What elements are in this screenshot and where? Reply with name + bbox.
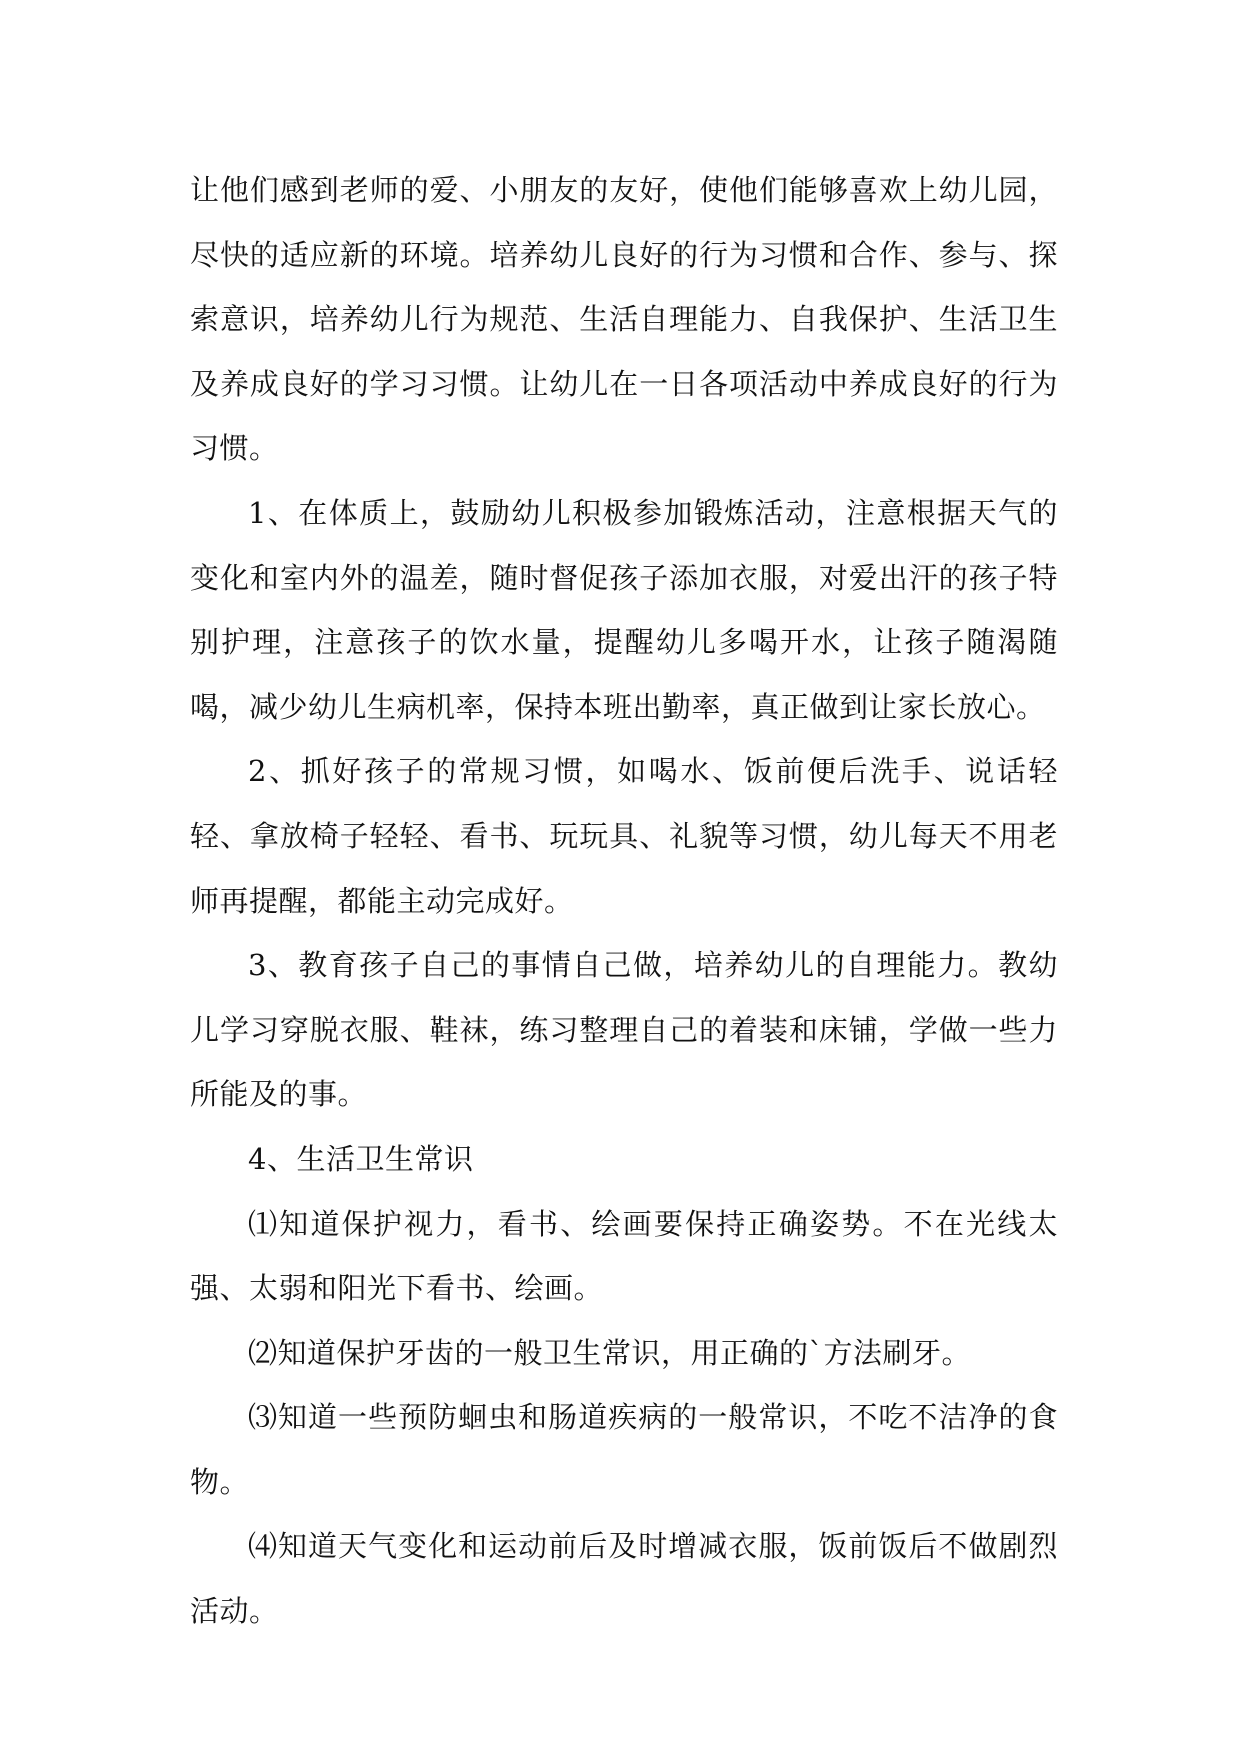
paragraph-intro: 让他们感到老师的爱、小朋友的友好，使他们能够喜欢上幼儿园，尽快的适应新的环境。培养幼儿良好的行为习惯和合作、参与、探索意识，培养幼儿行为规范、生活自理能力、自我保护、生活卫生及养成良好的学习习惯。让幼儿在一日各项活动中养成良好的行为习惯。 (190, 173, 1058, 466)
paragraph-item-1: 1、在体质上，鼓励幼儿积极参加锻炼活动，注意根据天气的变化和室内外的温差，随时督促孩子添加衣服，对爱出汗的孩子特别护理，注意孩子的饮水量，提醒幼儿多喝开水，让孩子随渴随喝，减少幼儿生病机率，保持本班出勤率，真正做到让家长放心。 (190, 495, 1058, 724)
paragraph-item-3: 3、教育孩子自己的事情自己做，培养幼儿的自理能力。教幼儿学习穿脱衣服、鞋袜，练习整理自己的着装和床铺，学做一些力所能及的事。 (190, 948, 1058, 1112)
paragraph-subitem-3: ⑶知道一些预防蛔虫和肠道疾病的一般常识，不吃不洁净的食物。 (190, 1400, 1058, 1499)
paragraph-subitem-4: ⑷知道天气变化和运动前后及时增减衣服，饭前饭后不做剧烈活动。 (190, 1529, 1058, 1629)
paragraph-subitem-2: ⑵知道保护牙齿的一般卫生常识，用正确的`方法刷牙。 (248, 1335, 972, 1370)
paragraph-subitem-1: ⑴知道保护视力，看书、绘画要保持正确姿势。不在光线太强、太弱和阳光下看书、绘画。 (190, 1206, 1058, 1306)
document-page (190, 158, 1058, 1644)
paragraph-item-2: 2、抓好孩子的常规习惯，如喝水、饭前便后洗手、说话轻轻、拿放椅子轻轻、看书、玩玩具、礼貌等习惯，幼儿每天不用老师再提醒，都能主动完成好。 (190, 754, 1058, 918)
paragraph-item-4-heading: 4、生活卫生常识 (248, 1141, 474, 1176)
